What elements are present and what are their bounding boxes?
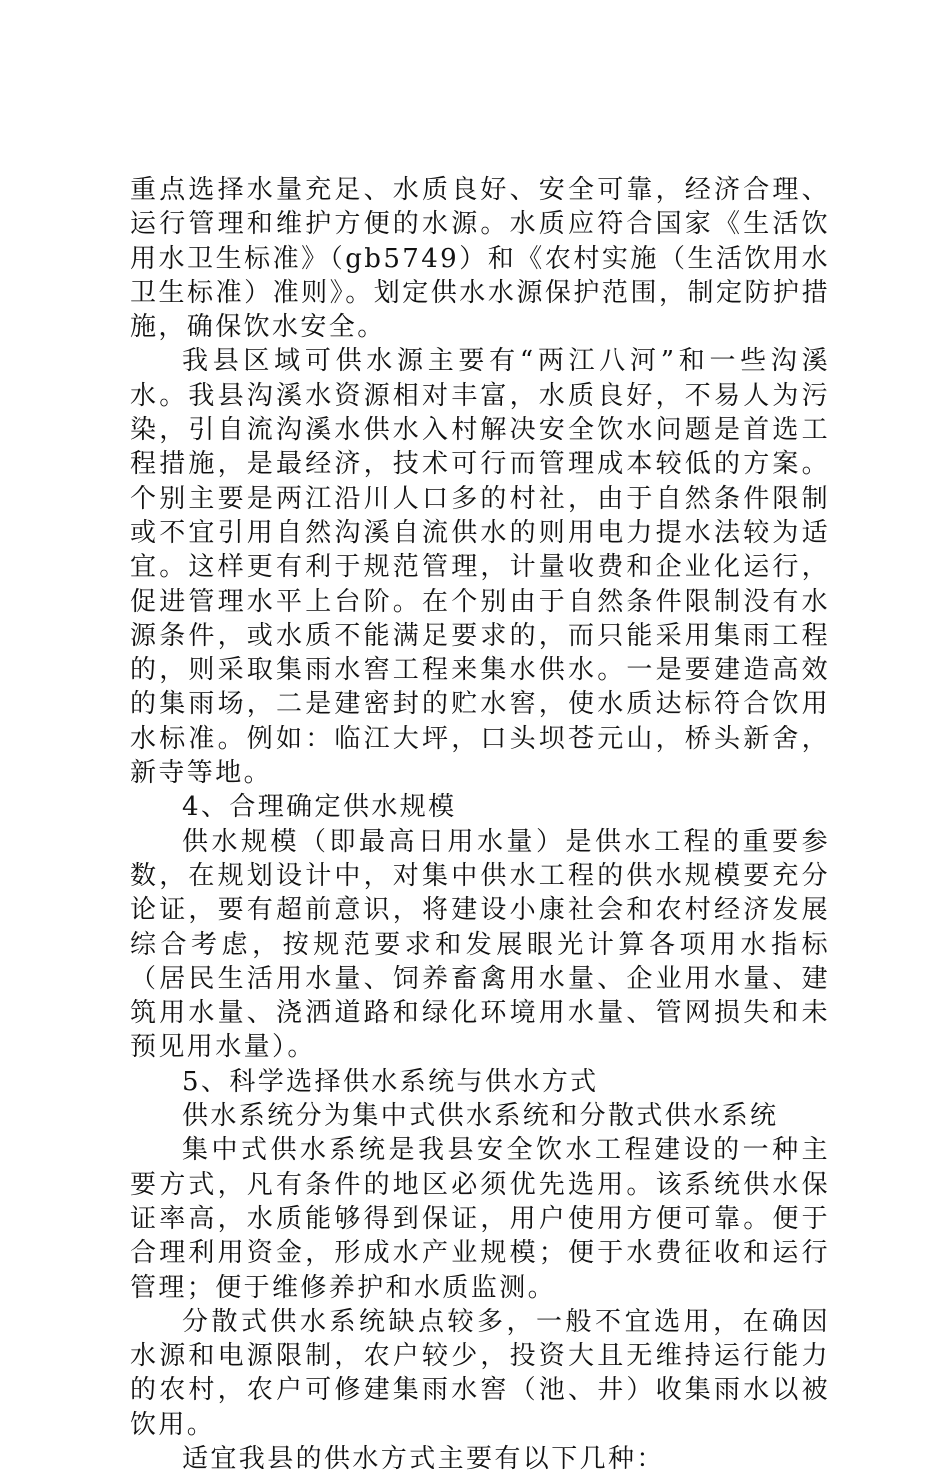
document-body	[130, 173, 830, 1476]
paragraph-county-water-sources: 我县区域可供水源主要有“两江八河”和一些沟溪水。我县沟溪水资源相对丰富，水质良好，不易人为污染，引自流沟溪水供水入村解决安全饮水问题是首选工程措施，是最经济，技术可行而管理成本较低的方案。个别主要是两江沿川人口多的村社，由于自然条件限制或不宜引用自然沟溪自流供水的则用电力提水法较为适宜。这样更有利于规范管理，计量收费和企业化运行，促进管理水平上台阶。在个别由于自然条件限制没有水源条件，或水质不能满足要求的，而只能采用集雨工程的，则采取集雨水窖工程来集水供水。一是要建造高效的集雨场，二是建密封的贮水窖，使水质达标符合饮用水标准。例如：临江大坪，口头坝苍元山，桥头新舍，新寺等地。	[130, 346, 830, 789]
paragraph-water-source-selection: 重点选择水量充足、水质良好、安全可靠，经济合理、运行管理和维护方便的水源。水质应符合国家《生活饮用水卫生标准》（gb5749）和《农村实施（生活饮用水卫生标准）准则》。划定供水水源保护范围，制定防护措施，确保饮水安全。	[130, 175, 830, 343]
section-heading-5: 5、科学选择供水系统与供水方式	[182, 1066, 599, 1097]
paragraph-supply-system-types: 供水系统分为集中式供水系统和分散式供水系统	[182, 1101, 779, 1132]
paragraph-supply-scale: 供水规模（即最高日用水量）是供水工程的重要参数，在规划设计中，对集中供水工程的供水规模要充分论证，要有超前意识，将建设小康社会和农村经济发展综合考虑，按规范要求和发展眼光计算各项用水指标（居民生活用水量、饲养畜禽用水量、企业用水量、建筑用水量、浇洒道路和绿化环境用水量、管网损失和未预见用水量）。	[130, 826, 830, 1063]
paragraph-decentralized-system: 分散式供水系统缺点较多，一般不宜选用，在确因水源和电源限制，农户较少，投资大且无维持运行能力的农村，农户可修建集雨水窖（池、井）收集雨水以被饮用。	[130, 1306, 830, 1440]
paragraph-centralized-system: 集中式供水系统是我县安全饮水工程建设的一种主要方式，凡有条件的地区必须优先选用。该系统供水保证率高，水质能够得到保证，用户使用方便可靠。便于合理利用资金，形成水产业规模；便于水费征收和运行管理；便于维修养护和水质监测。	[130, 1135, 830, 1303]
section-heading-4: 4、合理确定供水规模	[182, 792, 457, 823]
paragraph-supply-methods-intro: 适宜我县的供水方式主要有以下几种：	[182, 1443, 665, 1474]
